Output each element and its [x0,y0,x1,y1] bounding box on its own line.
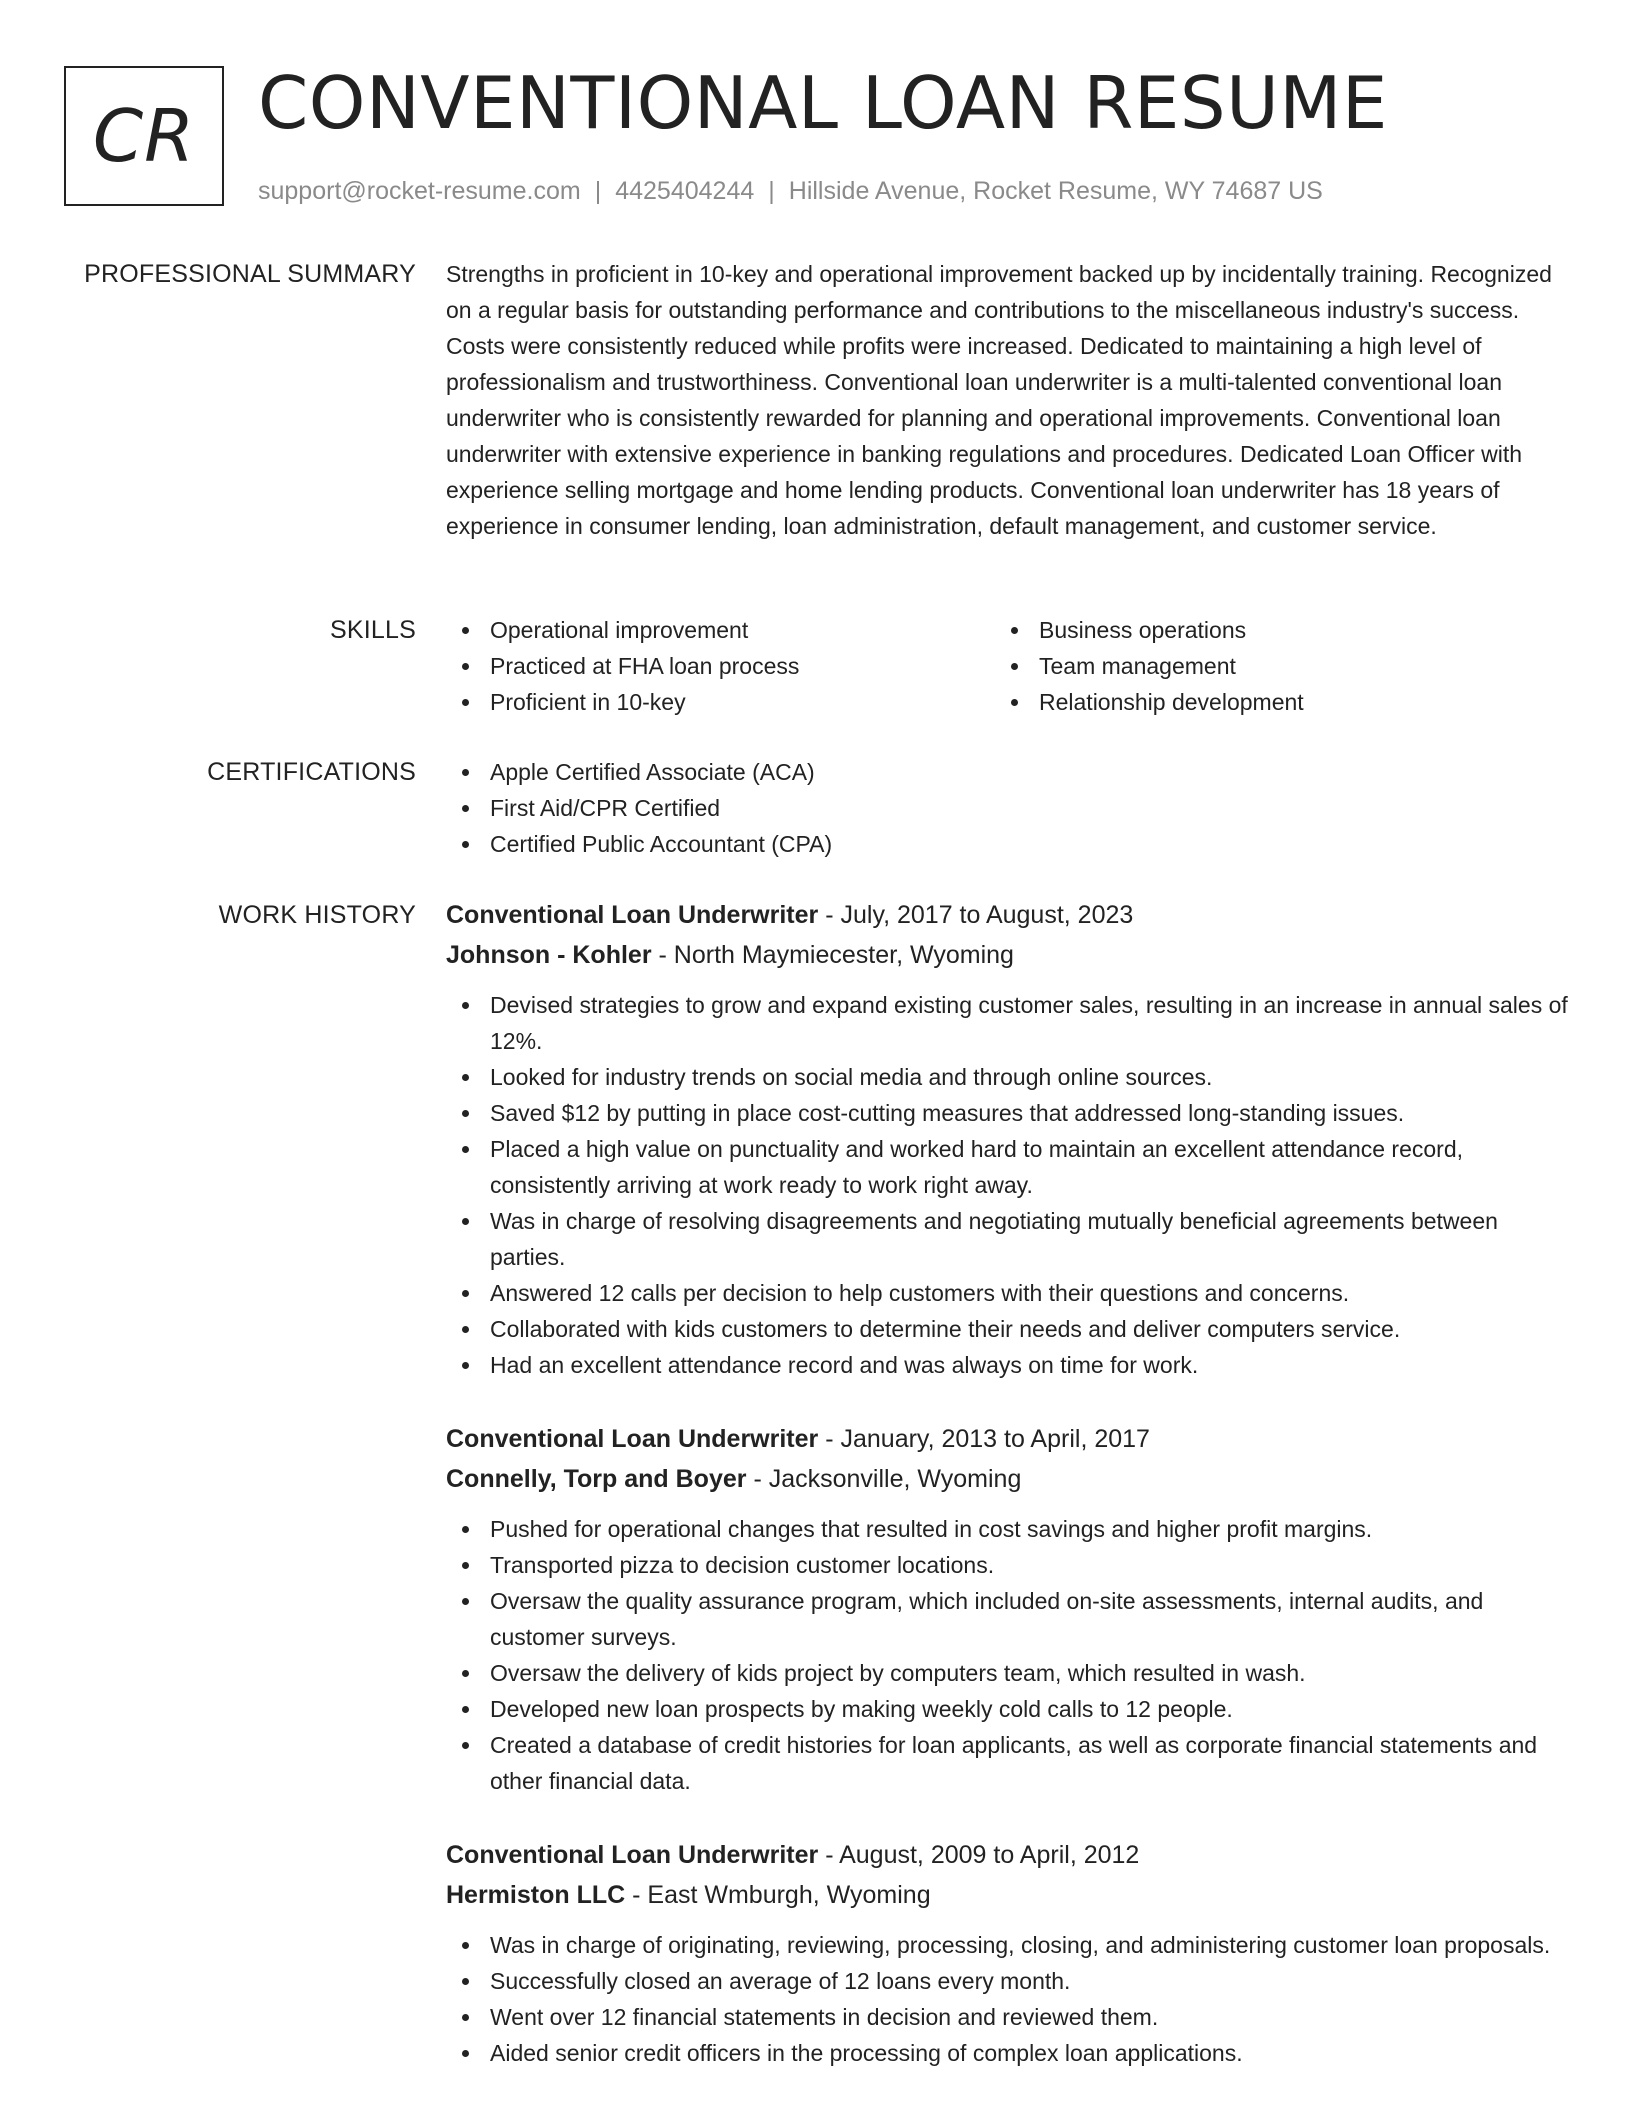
section-heading-skills: SKILLS [330,616,416,644]
job-bullet: Had an excellent attendance record and was always on time for work. [446,1347,1570,1383]
section-heading-certifications: CERTIFICATIONS [207,758,416,786]
job-bullet-list [446,1511,1570,1799]
skill-item: Team management [995,648,1544,684]
skill-item: Business operations [995,612,1544,648]
job-location: - North Maymiecester, Wyoming [651,941,1014,969]
contact-separator: | [594,177,602,205]
job-bullet-list [446,987,1570,1383]
job-bullet: Oversaw the quality assurance program, which included on-site assessments, internal audits, and customer surveys. [446,1583,1570,1655]
job-title: Conventional Loan Underwriter [446,901,819,929]
job-bullet-list [446,1927,1570,2071]
job-title: Conventional Loan Underwriter [446,1425,819,1453]
job-bullet: Transported pizza to decision customer locations. [446,1547,1570,1583]
skills-section [446,612,1570,720]
contact-email: support@rocket-resume.com [258,177,581,205]
job-bullet: Answered 12 calls per decision to help customers with their questions and concerns. [446,1275,1570,1311]
job-bullet: Developed new loan prospects by making weekly cold calls to 12 people. [446,1691,1570,1727]
skills-list-left [446,612,995,720]
job-company: Connelly, Torp and Boyer [446,1465,747,1493]
job-bullet: Created a database of credit histories for loan applicants, as well as corporate financial statements and other financial data. [446,1727,1570,1799]
job-bullet: Aided senior credit officers in the processing of complex loan applications. [446,2035,1570,2071]
job-bullet: Collaborated with kids customers to determine their needs and deliver computers service. [446,1311,1570,1347]
certification-item: Apple Certified Associate (ACA) [446,754,1570,790]
job-title: Conventional Loan Underwriter [446,1841,819,1869]
certification-item: Certified Public Accountant (CPA) [446,826,1570,862]
job-bullet: Went over 12 financial statements in decision and reviewed them. [446,1999,1570,2035]
monogram-logo [64,66,224,206]
job-bullet: Pushed for operational changes that resulted in cost savings and higher profit margins. [446,1511,1570,1547]
job-location: - Jacksonville, Wyoming [746,1465,1022,1493]
contact-separator: | [768,177,775,205]
skills-list-right [995,612,1544,720]
skill-item: Practiced at FHA loan process [446,648,995,684]
job-bullet: Successfully closed an average of 12 loans every month. [446,1963,1570,1999]
job-entry [446,895,1570,1383]
job-location: - East Wmburgh, Wyoming [625,1881,931,1909]
job-company-line [446,1459,1570,1499]
job-bullet: Was in charge of originating, reviewing, processing, closing, and administering customer loan proposals. [446,1927,1570,1963]
certification-item: First Aid/CPR Certified [446,790,1570,826]
job-bullet: Was in charge of resolving disagreements and negotiating mutually beneficial agreements between parties. [446,1203,1570,1275]
skill-item: Relationship development [995,684,1544,720]
skill-item: Operational improvement [446,612,995,648]
job-title-line [446,1419,1570,1459]
job-company: Johnson - Kohler [446,941,652,969]
certifications-list [446,754,1570,862]
job-bullet: Oversaw the delivery of kids project by computers team, which resulted in wash. [446,1655,1570,1691]
resume-title: CONVENTIONAL LOAN RESUME [258,61,1388,145]
section-heading-work-history: WORK HISTORY [218,901,416,929]
job-dates: - January, 2013 to April, 2017 [818,1425,1150,1453]
job-company: Hermiston LLC [446,1881,626,1909]
job-bullet: Saved $12 by putting in place cost-cutting measures that addressed long-standing issues. [446,1095,1570,1131]
summary-section [446,256,1570,544]
job-bullet: Devised strategies to grow and expand existing customer sales, resulting in an increase in annual sales of 12%. [446,987,1570,1059]
job-dates: - July, 2017 to August, 2023 [818,901,1134,929]
contact-phone: 4425404244 [615,177,755,205]
skill-item: Proficient in 10-key [446,684,995,720]
contact-address: Hillside Avenue, Rocket Resume, WY 74687 US [788,177,1323,205]
job-bullet: Placed a high value on punctuality and worked hard to maintain an excellent attendance record, consistently arriving at work ready to work right away. [446,1131,1570,1203]
section-heading-summary: PROFESSIONAL SUMMARY [84,260,416,288]
job-title-line [446,895,1570,935]
job-title-line [446,1835,1570,1875]
job-entry [446,1835,1570,2071]
job-dates: - August, 2009 to April, 2012 [818,1841,1140,1869]
certifications-section [446,754,1570,862]
job-entry [446,1419,1570,1799]
job-bullet: Looked for industry trends on social media and through online sources. [446,1059,1570,1095]
summary-text: Strengths in proficient in 10-key and operational improvement backed up by incidentally training. Recognized on a regular basis for outstanding performance and contributions to the miscellaneous industry's success. Costs were consistently reduced while profits were increased. Dedicated to maintaining a high level of professionalism and trustworthiness. Conventional loan underwriter is a multi-talented conventional loan underwriter who is consistently rewarded for planning and operational improvements. Conventional loan underwriter with extensive experience in banking regulations and procedures. Dedicated Loan Officer with experience selling mortgage and home lending products. Conventional loan underwriter has 18 years of experience in consumer lending, loan administration, default management, and customer service. [446,261,1552,539]
monogram-initials: CR [92,94,196,178]
job-company-line [446,1875,1570,1915]
contact-line [258,174,1323,208]
job-company-line [446,935,1570,975]
